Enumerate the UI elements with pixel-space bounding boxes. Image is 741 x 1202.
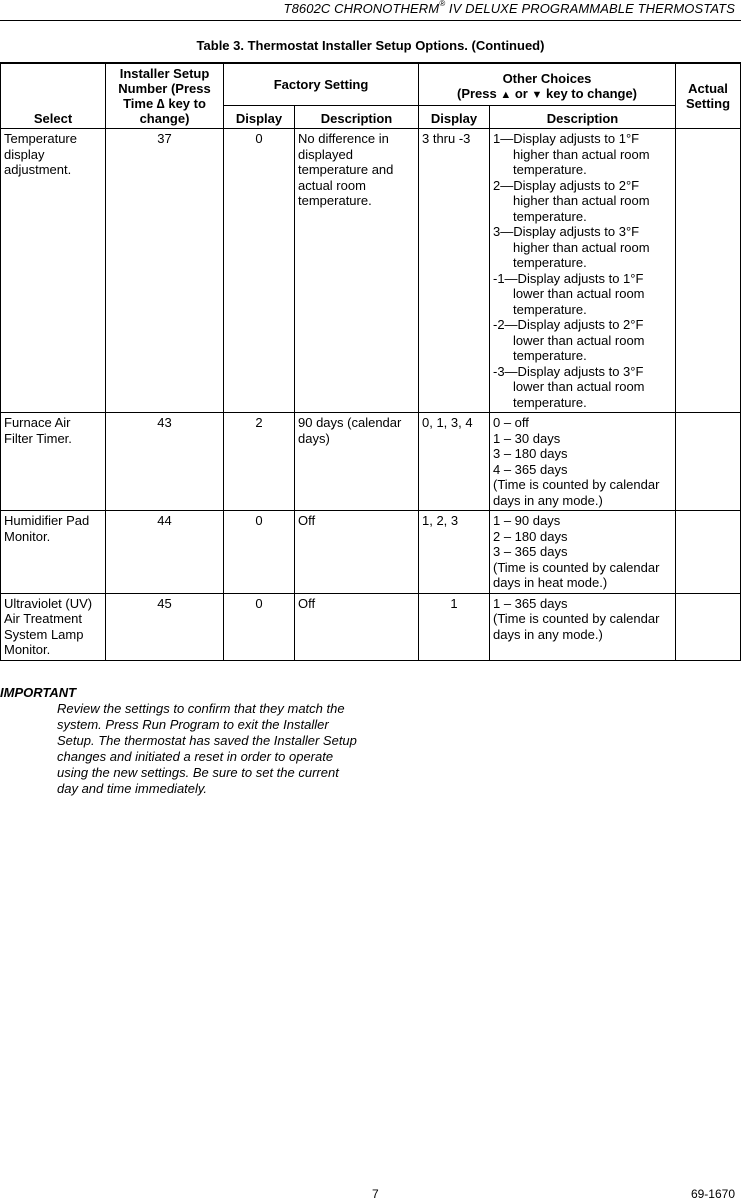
choice-line: (Time is counted by calendar days in any mode.)	[493, 611, 660, 642]
document-number: 69-1670	[690, 1187, 735, 1201]
down-arrow-icon: ▼	[531, 89, 543, 102]
cell-actual-setting[interactable]	[676, 593, 741, 660]
choice-line: 1 – 90 days	[493, 513, 561, 528]
important-label: IMPORTANT	[0, 685, 77, 700]
choice-line: (Time is counted by calendar days in any mode.)	[493, 477, 660, 508]
cell-setup-number: 45	[106, 593, 224, 660]
cell-factory-display: 0	[224, 511, 295, 594]
page-header	[0, 0, 741, 21]
registered-mark: ®	[439, 0, 446, 8]
cell-other-description	[490, 129, 676, 413]
instruction-part: (Press	[456, 86, 501, 102]
cell-factory-display: 0	[224, 593, 295, 660]
col-header-select: Select	[1, 63, 106, 129]
col-header-factory-setting: Factory Setting	[224, 63, 419, 106]
cell-other-display: 1, 2, 3	[419, 511, 490, 594]
cell-factory-display: 0	[224, 129, 295, 413]
cell-actual-setting[interactable]	[676, 511, 741, 594]
header-row-1	[1, 63, 741, 106]
cell-factory-description: Off	[295, 511, 419, 594]
choice-line: -1—Display adjusts to 1°F lower than actual room temperature.	[493, 270, 645, 317]
cell-factory-description: Off	[295, 593, 419, 660]
choice-line: (Time is counted by calendar days in heat mode.)	[493, 559, 660, 590]
choice-line: 4 – 365 days	[493, 461, 568, 477]
cell-other-description	[490, 413, 676, 511]
up-arrow-icon: ▲	[500, 89, 512, 102]
table-title: Table 3. Thermostat Installer Setup Options. (Continued)	[196, 38, 545, 53]
page-number: 7	[372, 1187, 379, 1201]
table-row	[1, 593, 741, 660]
col-header-factory-description: Description	[295, 106, 419, 129]
cell-actual-setting[interactable]	[676, 413, 741, 511]
choice-line: -3—Display adjusts to 3°F lower than actual room temperature.	[493, 363, 645, 410]
title-product: T8602C CHRONOTHERM	[283, 1, 440, 16]
table-row	[1, 129, 741, 413]
choice-line: 1—Display adjusts to 1°F higher than actual room temperature.	[493, 131, 650, 177]
cell-other-description	[490, 511, 676, 594]
cell-actual-setting[interactable]	[676, 129, 741, 413]
choice-line: 3 – 365 days	[493, 544, 568, 559]
col-header-other-choices	[419, 63, 676, 106]
col-header-factory-display: Display	[224, 106, 295, 129]
important-text: Review the settings to confirm that they match the system. Press Run Program to exit the Installer Setup. The thermostat has saved the Installer Setup changes and initiated a reset in order to operate using the new settings. Be sure to set the current day and time immediately.	[57, 701, 357, 796]
cell-other-display: 1	[419, 593, 490, 660]
cell-other-display: 0, 1, 3, 4	[419, 413, 490, 511]
choice-line: 2 – 180 days	[493, 528, 568, 544]
cell-setup-number: 37	[106, 129, 224, 413]
other-choices-title: Other Choices	[502, 71, 592, 87]
cell-factory-description: 90 days (calendar days)	[295, 413, 419, 511]
cell-select: Ultraviolet (UV) Air Treatment System Lamp Monitor.	[1, 593, 106, 660]
cell-factory-description: No difference in displayed temperature and actual room temperature.	[295, 129, 419, 413]
table-row	[1, 413, 741, 511]
col-header-installer-number: Installer Setup Number (Press Time ∆ key to change)	[106, 63, 224, 129]
cell-factory-display: 2	[224, 413, 295, 511]
col-header-actual-setting: Actual Setting	[676, 63, 741, 129]
cell-other-display: 3 thru -3	[419, 129, 490, 413]
document-title	[284, 1, 735, 16]
instruction-part: key to change)	[542, 86, 638, 102]
other-choices-instruction	[422, 86, 672, 103]
col-header-other-description: Description	[490, 106, 676, 129]
cell-select: Temperature display adjustment.	[1, 129, 106, 413]
cell-setup-number: 43	[106, 413, 224, 511]
choice-line: 1 – 365 days	[493, 595, 568, 611]
choice-line: 1 – 30 days	[493, 430, 561, 446]
choice-line: -2—Display adjusts to 2°F lower than actual room temperature.	[493, 317, 645, 363]
installer-setup-table	[0, 62, 741, 661]
col-header-other-display: Display	[419, 106, 490, 129]
cell-select: Furnace Air Filter Timer.	[1, 413, 106, 511]
choice-line: 3—Display adjusts to 3°F higher than actual room temperature.	[493, 224, 650, 270]
cell-select: Humidifier Pad Monitor.	[1, 511, 106, 594]
choice-line: 3 – 180 days	[493, 446, 568, 461]
instruction-part: or	[511, 86, 532, 102]
table-row	[1, 511, 741, 594]
cell-other-description	[490, 593, 676, 660]
choice-line: 2—Display adjusts to 2°F higher than actual room temperature.	[493, 177, 650, 224]
cell-setup-number: 44	[106, 511, 224, 594]
title-rest: IV DELUXE PROGRAMMABLE THERMOSTATS	[445, 1, 735, 16]
choice-line: 0 – off	[493, 415, 529, 430]
